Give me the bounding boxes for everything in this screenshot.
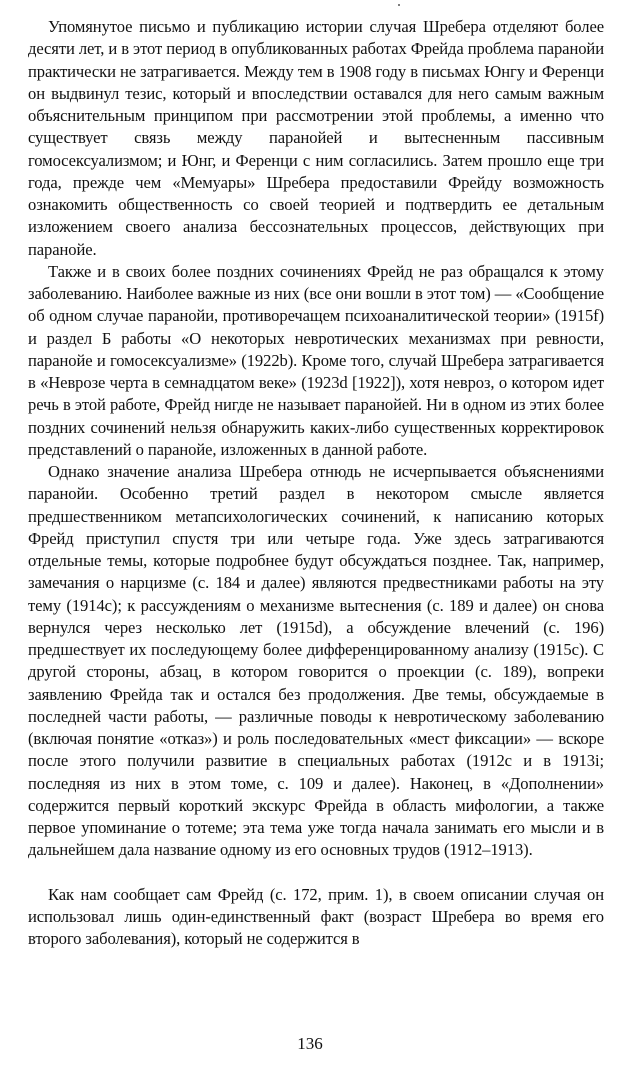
scan-speck [398, 4, 400, 6]
paragraph-1: Упомянутое письмо и публикацию истории случая Шребера отделяют более десяти лет, и в этот период в опубликованных работах Фрейда проблема паранойи практически не затрагивается. Между тем в 1908 году в письмах Юнгу и Ференци он выдвинул тезис, который и впоследствии оставался для него самым важным объяснительным принципом при рассмотрении этой проблемы, а именно что существует связь между паранойей и вытесненным пассивным гомосексуализмом; и Юнг, и Ференци с ним согласились. Затем прошло еще три года, прежде чем «Мемуары» Шребера предоставили Фрейду возможность ознакомить общественность со своей теорией и подтвердить ее детальным изложением своего анализа бессознательных процессов, действующих при паранойе. [28, 17, 604, 259]
paragraph-2: Также и в своих более поздних сочинениях Фрейд не раз обращался к этому заболеванию. Наиболее важные из них (все они вошли в этот том) — «Сообщение об одном случае паранойи, противоречащем психоаналитической теории» (1915f) и раздел Б работы «О некоторых невротических механизмах при ревности, паранойе и гомосексуализме» (1922b). Кроме того, случай Шребера затрагивается в «Неврозе черта в семнадцатом веке» (1923d [1922]), хотя невроз, о котором идет речь в этой работе, Фрейд нигде не называет паранойей. Ни в одном из этих более поздних сочинений нельзя обнаружить каких-либо существенных корректировок представлений о паранойе, изложенных в данной работе. [28, 261, 604, 459]
body-text [28, 16, 604, 950]
page-number: 136 [297, 1034, 323, 1053]
paragraph-4: Как нам сообщает сам Фрейд (с. 172, прим. 1), в своем описании случая он использовал лишь один-единственный факт (возраст Шребера во время его второго заболевания), который не содержится в [28, 884, 604, 948]
paragraph-3: Однако значение анализа Шребера отнюдь не исчерпывается объяснениями паранойи. Особенно третий раздел в некотором смысле является предшественником метапсихологических сочинений, к написанию которых Фрейд приступил спустя три или четыре года. Уже здесь затрагиваются отдельные темы, которые подробнее будут обсуждаться позднее. Так, например, замечания о нарцизме (с. 184 и далее) являются предвестниками работы на эту тему (1914c); к рассуждениям о механизме вытеснения (с. 189 и далее) он снова вернулся через несколько лет (1915d), а обсуждение влечений (с. 196) предшествует их последующему более дифференцированному анализу (1915c). С другой стороны, абзац, в котором говорится о проекции (с. 189), вопреки заявлению Фрейда так и остался без продолжения. Две темы, обсуждаемые в последней части работы, — различные поводы к невротическому заболеванию (включая понятие «отказ») и роль последовательных «мест фиксации» — вскоре после этого получили развитие в специальных работах (1912c и в 1913i; последняя из них в этом томе, с. 109 и далее). Наконец, в «Дополнении» содержится первый короткий экскурс Фрейда в область мифологии, а также первое упоминание о тотеме; эта тема уже тогда начала занимать его мысли и в дальнейшем дала название одному из его основных трудов (1912–1913). [28, 462, 604, 860]
